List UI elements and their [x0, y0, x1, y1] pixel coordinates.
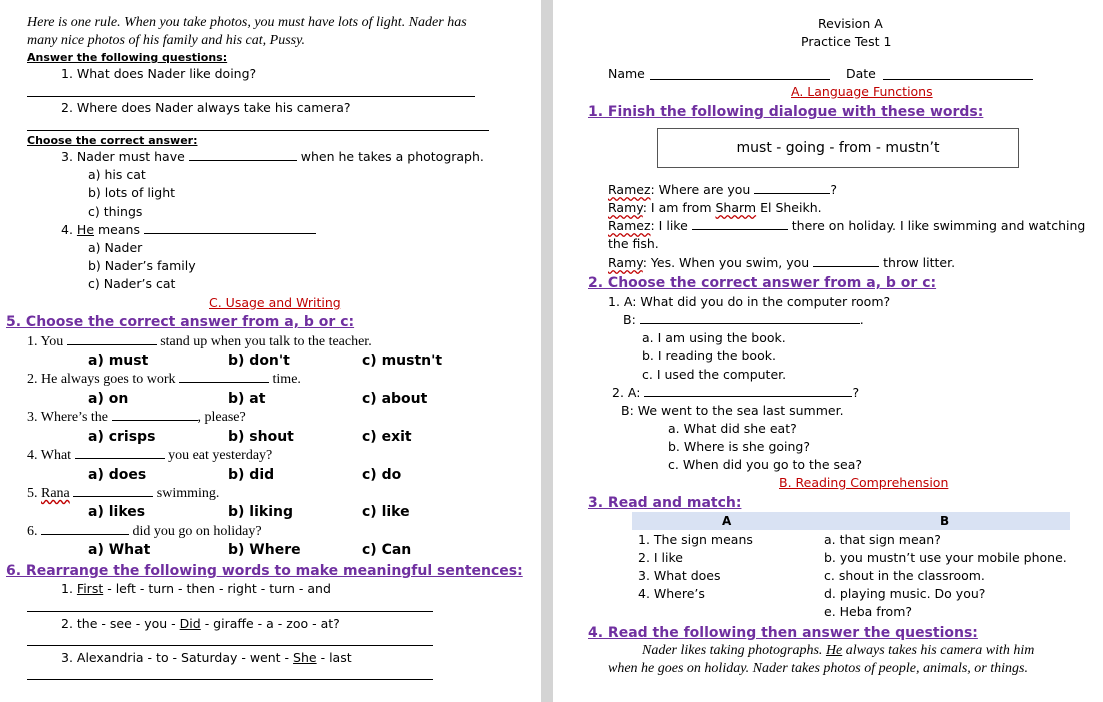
- mcq-5-option-a[interactable]: a) likes: [88, 504, 146, 520]
- rearrange-line-3[interactable]: [27, 679, 433, 680]
- left-page: [0, 0, 541, 702]
- q4-heading: 4. Read the following then answer the questions:: [588, 625, 978, 641]
- mcq-2: [27, 371, 301, 388]
- mcq-2-option-a[interactable]: a) on: [88, 391, 129, 407]
- section-b-title: B. Reading Comprehension: [779, 475, 949, 490]
- speaker-ramy-2: Ramy: [608, 255, 643, 270]
- mcq-2-suffix: time.: [272, 372, 301, 387]
- choose-heading: Choose the correct answer:: [27, 134, 198, 147]
- q3-option-c[interactable]: c) things: [88, 204, 143, 219]
- rearrange-line-2[interactable]: [27, 645, 433, 646]
- rearrange-1-words: - left - turn - then - right - turn - and: [107, 581, 331, 596]
- mcq-6-prefix: 6.: [27, 524, 38, 539]
- mcq-1-option-b[interactable]: b) don't: [228, 353, 290, 369]
- name-label: Name: [608, 66, 645, 81]
- choice-1-option-b[interactable]: b. I reading the book.: [642, 348, 776, 363]
- choice-1-b-label: B:: [623, 312, 636, 327]
- q4-he: He: [76, 222, 95, 237]
- rearrange-line-1[interactable]: [27, 611, 433, 612]
- answer-heading: Answer the following questions:: [27, 51, 228, 64]
- rearrange-2-words-b: - giraffe - a - zoo - at?: [204, 616, 340, 631]
- dialogue-2-text: : I am from: [642, 200, 712, 215]
- q3-option-b[interactable]: b) lots of light: [88, 185, 176, 200]
- dialogue-line-4: [608, 255, 955, 271]
- choice-2-blank[interactable]: [644, 385, 852, 397]
- rearrange-2-did: Did: [179, 616, 201, 631]
- dialogue-3-blank[interactable]: [692, 218, 788, 230]
- dialogue-line-3: [608, 218, 1085, 234]
- intro-line-1: Here is one rule. When you take photos, you must have lots of light. Nader has: [27, 15, 467, 30]
- passage-1-pre: Nader likes taking photographs.: [642, 643, 823, 658]
- passage-line-2: when he goes on holiday. Nader takes photos of people, animals, or things.: [608, 661, 1028, 676]
- rearrange-2: [61, 616, 340, 632]
- match-a-4: 4. Where’s: [638, 586, 705, 601]
- column-b-header: B: [940, 514, 950, 528]
- match-a-2: 2. I like: [638, 550, 683, 565]
- choice-1-end: .: [859, 312, 864, 327]
- mcq-2-prefix: 2. He always goes to work: [27, 372, 176, 387]
- speaker-ramez: Ramez: [608, 182, 651, 197]
- date-label: Date: [846, 66, 876, 81]
- q2-heading: 2. Choose the correct answer from a, b or c:: [588, 275, 937, 291]
- rearrange-3-words-a: 3. Alexandria - to - Saturday - went -: [61, 650, 290, 665]
- mcq-5-prefix: 5.: [27, 486, 38, 501]
- match-b-d: d. playing music. Do you?: [824, 586, 986, 601]
- q4-means: means: [98, 222, 140, 237]
- mcq-2-option-c[interactable]: c) about: [362, 391, 428, 407]
- mcq-4-option-a[interactable]: a) does: [88, 467, 147, 483]
- mcq-4-prefix: 4. What: [27, 448, 72, 463]
- dialogue-1-text: : Where are you: [650, 182, 751, 197]
- q6-heading: 6. Rearrange the following words to make meaningful sentences:: [6, 563, 523, 579]
- question-2: 2. Where does Nader always take his camera?: [61, 100, 351, 115]
- mcq-3-option-b[interactable]: b) shout: [228, 429, 294, 445]
- mcq-5-option-c[interactable]: c) like: [362, 504, 410, 520]
- right-page: [553, 0, 1103, 702]
- mcq-3-prefix: 3. Where’s the: [27, 410, 108, 425]
- rearrange-1-num: 1.: [61, 581, 73, 596]
- mcq-3: [27, 409, 246, 426]
- mcq-3-suffix: , please?: [197, 410, 246, 425]
- mcq-6-option-a[interactable]: a) What: [88, 542, 151, 558]
- answer-line-2[interactable]: [27, 130, 489, 131]
- mcq-5: [27, 485, 219, 502]
- choice-2-a-label: 2. A:: [612, 385, 641, 400]
- dialogue-line-3b: the fish.: [608, 236, 659, 251]
- dialogue-4-blank[interactable]: [813, 255, 879, 267]
- mcq-4-option-c[interactable]: c) do: [362, 467, 402, 483]
- q1-heading: 1. Finish the following dialogue with these words:: [588, 104, 984, 120]
- mcq-1-prefix: 1. You: [27, 334, 64, 349]
- rearrange-1: [61, 581, 331, 597]
- match-b-e: e. Heba from?: [824, 604, 913, 619]
- mcq-4-option-b[interactable]: b) did: [228, 467, 275, 483]
- q4-option-c[interactable]: c) Nader’s cat: [88, 276, 176, 291]
- match-b-c: c. shout in the classroom.: [824, 568, 985, 583]
- mcq-3-option-c[interactable]: c) exit: [362, 429, 412, 445]
- rearrange-2-words-a: 2. the - see - you -: [61, 616, 176, 631]
- name-field[interactable]: [650, 79, 830, 80]
- q3-blank[interactable]: [189, 149, 297, 161]
- mcq-3-option-a[interactable]: a) crisps: [88, 429, 156, 445]
- choice-1-option-a[interactable]: a. I am using the book.: [642, 330, 786, 345]
- q4-blank[interactable]: [144, 222, 316, 234]
- mcq-4-suffix: you eat yesterday?: [168, 448, 273, 463]
- rearrange-3-she: She: [293, 650, 317, 665]
- mcq-3-blank[interactable]: [112, 409, 198, 421]
- mcq-1: [27, 333, 372, 350]
- match-a-3: 3. What does: [638, 568, 721, 583]
- mcq-6: [27, 523, 262, 540]
- mcq-5-name: Rana: [41, 486, 70, 501]
- revision-title: Revision A: [818, 16, 883, 31]
- mcq-6-option-b[interactable]: b) Where: [228, 542, 301, 558]
- match-table-header: [632, 512, 1070, 530]
- dialogue-1-blank[interactable]: [754, 182, 830, 194]
- choice-1-option-c[interactable]: c. I used the computer.: [642, 367, 787, 382]
- choice-2-b: B: We went to the sea last summer.: [621, 403, 844, 418]
- match-b-b: b. you mustn’t use your mobile phone.: [824, 550, 1067, 565]
- rearrange-1-first: First: [76, 581, 104, 596]
- dialogue-1-end: ?: [830, 182, 837, 197]
- question-4: [61, 222, 316, 238]
- passage-line-1: [642, 643, 1034, 659]
- q3-suffix: when he takes a photograph.: [300, 149, 484, 164]
- mcq-6-suffix: did you go on holiday?: [132, 524, 262, 539]
- q4-option-a[interactable]: a) Nader: [88, 240, 143, 255]
- speaker-ramez-2: Ramez: [608, 218, 651, 233]
- choice-1-question: 1. A: What did you do in the computer room?: [608, 294, 891, 309]
- choice-2-option-b[interactable]: b. Where is she going?: [668, 439, 810, 454]
- q4-option-b[interactable]: b) Nader’s family: [88, 258, 196, 273]
- mcq-5-blank[interactable]: [73, 485, 153, 497]
- choice-2-a: [612, 385, 859, 401]
- section-c-title: C. Usage and Writing: [209, 295, 341, 310]
- q5-heading: 5. Choose the correct answer from a, b or c:: [6, 314, 355, 330]
- mcq-4: [27, 447, 272, 464]
- mcq-5-suffix: swimming.: [156, 486, 220, 501]
- rearrange-3: [61, 650, 352, 666]
- date-field[interactable]: [883, 79, 1033, 80]
- q3-heading: 3. Read and match:: [588, 495, 742, 511]
- mcq-5-option-b[interactable]: b) liking: [228, 504, 293, 520]
- q3-option-a[interactable]: a) his cat: [88, 167, 146, 182]
- question-3: [61, 149, 484, 165]
- practice-test-title: Practice Test 1: [801, 34, 892, 49]
- mcq-1-option-a[interactable]: a) must: [88, 353, 149, 369]
- choice-2-option-c[interactable]: c. When did you go to the sea?: [668, 457, 863, 472]
- mcq-1-suffix: stand up when you talk to the teacher.: [160, 334, 372, 349]
- speaker-ramy: Ramy: [608, 200, 643, 215]
- section-a-title: A. Language Functions: [791, 84, 933, 99]
- dialogue-2-place: Sharm: [715, 200, 757, 215]
- q4-prefix: 4.: [61, 222, 73, 237]
- q3-prefix: 3. Nader must have: [61, 149, 185, 164]
- dialogue-3-text: : I like: [650, 218, 688, 233]
- mcq-6-option-c[interactable]: c) Can: [362, 542, 412, 558]
- question-1: 1. What does Nader like doing?: [61, 66, 257, 81]
- intro-line-2: many nice photos of his family and his cat, Pussy.: [27, 33, 306, 48]
- choice-1-blank[interactable]: [640, 312, 860, 324]
- mcq-2-option-b[interactable]: b) at: [228, 391, 266, 407]
- dialogue-line-2: [608, 200, 822, 216]
- mcq-2-blank[interactable]: [179, 371, 269, 383]
- dialogue-2-end: El Sheikh.: [760, 200, 822, 215]
- passage-1-post: always takes his camera with him: [845, 643, 1035, 658]
- choice-2-end: ?: [852, 385, 860, 400]
- answer-line-1[interactable]: [27, 96, 475, 97]
- dialogue-4-post: throw litter.: [883, 255, 956, 270]
- dialogue-4-text: : Yes. When you swim, you: [642, 255, 810, 270]
- choice-1-b: [623, 312, 864, 328]
- rearrange-3-words-b: - last: [320, 650, 352, 665]
- dialogue-line-1: [608, 182, 837, 198]
- mcq-1-blank[interactable]: [67, 333, 157, 345]
- mcq-1-option-c[interactable]: c) mustn't: [362, 353, 443, 369]
- choice-2-option-a[interactable]: a. What did she eat?: [668, 421, 797, 436]
- mcq-6-blank[interactable]: [41, 523, 129, 535]
- word-box: must - going - from - mustn’t: [657, 128, 1019, 168]
- passage-1-he: He: [825, 643, 843, 658]
- mcq-4-blank[interactable]: [75, 447, 165, 459]
- match-a-1: 1. The sign means: [638, 532, 753, 547]
- column-a-header: A: [722, 514, 732, 528]
- match-b-a: a. that sign mean?: [824, 532, 941, 547]
- page-gutter: [541, 0, 553, 702]
- dialogue-3-post: there on holiday. I like swimming and watching: [791, 218, 1086, 233]
